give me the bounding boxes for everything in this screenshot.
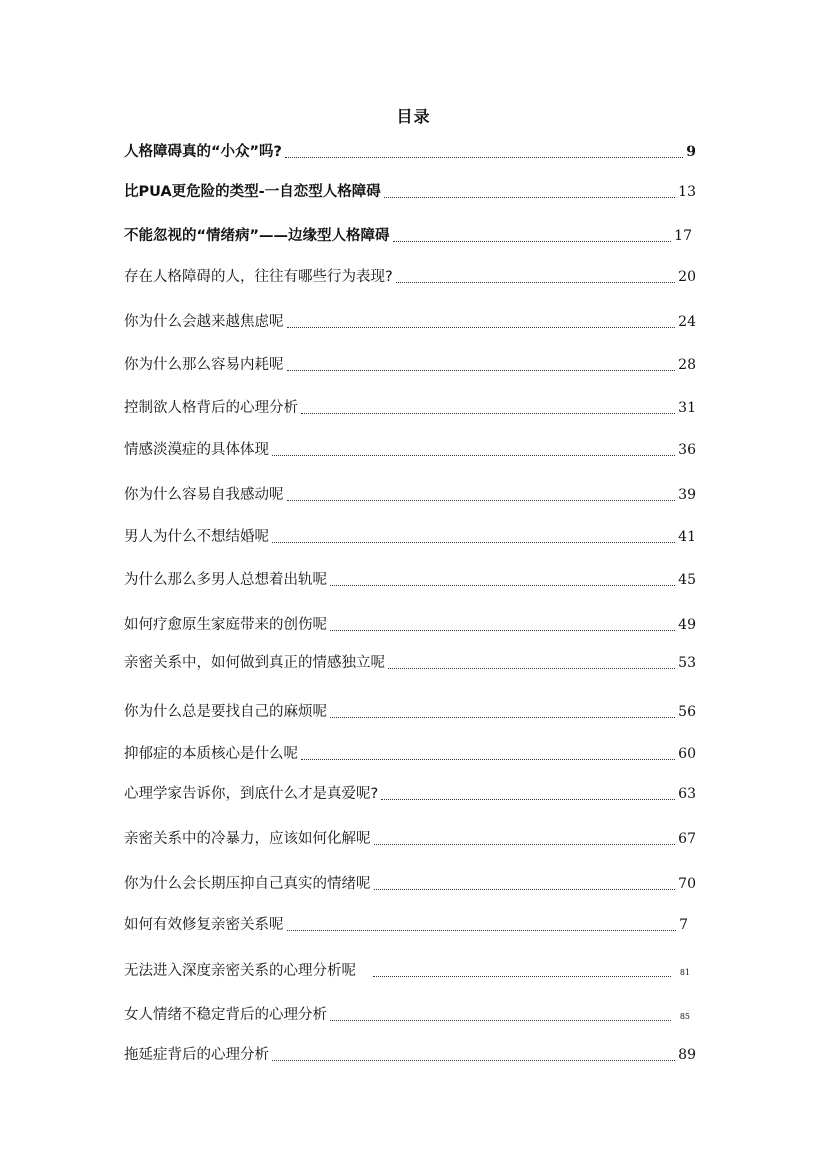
toc-entry-page: 17 <box>674 228 692 244</box>
toc-entry-page: 70 <box>678 876 696 892</box>
toc-entry[interactable] <box>124 914 688 936</box>
toc-entry-label: 你为什么会长期压抑自己真实的情绪呢 <box>124 876 371 892</box>
toc-entry-label: 女人情绪不稳定背后的心理分析 <box>124 1007 327 1023</box>
toc-entry[interactable] <box>124 484 696 506</box>
toc-entry[interactable] <box>124 960 690 982</box>
toc-entry[interactable] <box>124 873 696 895</box>
toc-entry-label: 如何有效修复亲密关系呢 <box>124 917 284 933</box>
dot-leader <box>330 585 675 586</box>
toc-entry[interactable] <box>124 783 696 805</box>
dot-leader <box>287 327 676 328</box>
toc-entry[interactable] <box>124 701 696 723</box>
toc-entry[interactable] <box>124 439 696 461</box>
toc-entry-label: 抑郁症的本质核心是什么呢 <box>124 746 298 762</box>
toc-entry-label: 为什么那么多男人总想着出轨呢 <box>124 572 327 588</box>
toc-entry-label: 比PUA更危险的类型-一自恋型人格障碍 <box>124 184 381 200</box>
toc-entry[interactable] <box>124 1004 690 1026</box>
toc-entry-label: 男人为什么不想结婚呢 <box>124 529 269 545</box>
toc-entry-page: 31 <box>678 400 696 416</box>
toc-entry-page: 13 <box>678 184 696 200</box>
toc-entry[interactable] <box>124 266 696 288</box>
toc-entry-page: 56 <box>678 704 696 720</box>
toc-entry[interactable] <box>124 141 696 163</box>
toc-entry[interactable] <box>124 181 696 203</box>
toc-entry-page: 41 <box>678 529 696 545</box>
toc-entry-page: 28 <box>678 357 696 373</box>
dot-leader <box>330 717 675 718</box>
toc-entry[interactable] <box>124 614 696 636</box>
toc-entry-label: 控制欲人格背后的心理分析 <box>124 400 298 416</box>
toc-entry-page: 9 <box>686 144 696 160</box>
toc-entry-label: 不能忽视的“情绪病”——边缘型人格障碍 <box>124 228 390 244</box>
toc-entry[interactable] <box>124 397 696 419</box>
dot-leader <box>330 1020 671 1021</box>
toc-entry[interactable] <box>124 1044 696 1066</box>
toc-entry[interactable] <box>124 526 696 548</box>
toc-entry-page: 60 <box>678 746 696 762</box>
dot-leader <box>381 799 675 800</box>
toc-entry-page: 67 <box>678 831 696 847</box>
toc-entry-page: 49 <box>678 617 696 633</box>
toc-entry-page: 63 <box>678 786 696 802</box>
toc-entry[interactable] <box>124 225 692 247</box>
dot-leader <box>272 1060 675 1061</box>
dot-leader <box>272 542 675 543</box>
dot-leader <box>393 241 672 242</box>
toc-entry-label: 无法进入深度亲密关系的心理分析呢 <box>124 963 356 979</box>
toc-entry-label: 情感淡漠症的具体体现 <box>124 442 269 458</box>
dot-leader <box>330 630 675 631</box>
dot-leader <box>272 455 675 456</box>
toc-entry[interactable] <box>124 828 696 850</box>
toc-entry-label: 你为什么那么容易内耗呢 <box>124 357 284 373</box>
toc-entry-page: 85 <box>679 1012 690 1021</box>
toc-entry-label: 你为什么容易自我感动呢 <box>124 487 284 503</box>
dot-leader <box>287 930 677 931</box>
dot-leader <box>388 668 675 669</box>
toc-entry-page: 53 <box>678 655 696 671</box>
toc-entry[interactable] <box>124 652 696 674</box>
toc-entry-label: 人格障碍真的“小众”吗? <box>124 144 282 160</box>
toc-entry-page: 36 <box>678 442 696 458</box>
dot-leader <box>301 413 675 414</box>
toc-entry-label: 亲密关系中，如何做到真正的情感独立呢 <box>124 655 385 671</box>
toc-entry[interactable] <box>124 569 696 591</box>
dot-leader <box>373 976 671 977</box>
toc-entry-label: 拖延症背后的心理分析 <box>124 1047 269 1063</box>
toc-entry-label: 亲密关系中的冷暴力，应该如何化解呢 <box>124 831 371 847</box>
toc-entry[interactable] <box>124 311 696 333</box>
dot-leader <box>285 157 683 158</box>
toc-entry-page: 45 <box>678 572 696 588</box>
toc-entry[interactable] <box>124 354 696 376</box>
toc-entry-page: 7 <box>679 917 688 933</box>
dot-leader <box>374 889 676 890</box>
dot-leader <box>287 370 676 371</box>
toc-entry-label: 心理学家告诉你，到底什么才是真爱呢? <box>124 786 379 802</box>
toc-title: 目录 <box>396 107 431 126</box>
dot-leader <box>374 844 676 845</box>
toc-entry[interactable] <box>124 743 696 765</box>
toc-entry-label: 存在人格障碍的人，往往有哪些行为表现? <box>124 269 393 285</box>
toc-entry-label: 你为什么总是要找自己的麻烦呢 <box>124 704 327 720</box>
toc-entry-page: 39 <box>678 487 696 503</box>
dot-leader <box>301 759 675 760</box>
toc-entry-label: 如何疗愈原生家庭带来的创伤呢 <box>124 617 327 633</box>
toc-entry-page: 89 <box>678 1047 696 1063</box>
dot-leader <box>396 282 675 283</box>
toc-entry-label: 你为什么会越来越焦虑呢 <box>124 314 284 330</box>
dot-leader <box>384 197 675 198</box>
toc-entry-page: 20 <box>678 269 696 285</box>
toc-entry-page: 81 <box>679 968 690 977</box>
toc-entry-page: 24 <box>678 314 696 330</box>
dot-leader <box>287 500 676 501</box>
